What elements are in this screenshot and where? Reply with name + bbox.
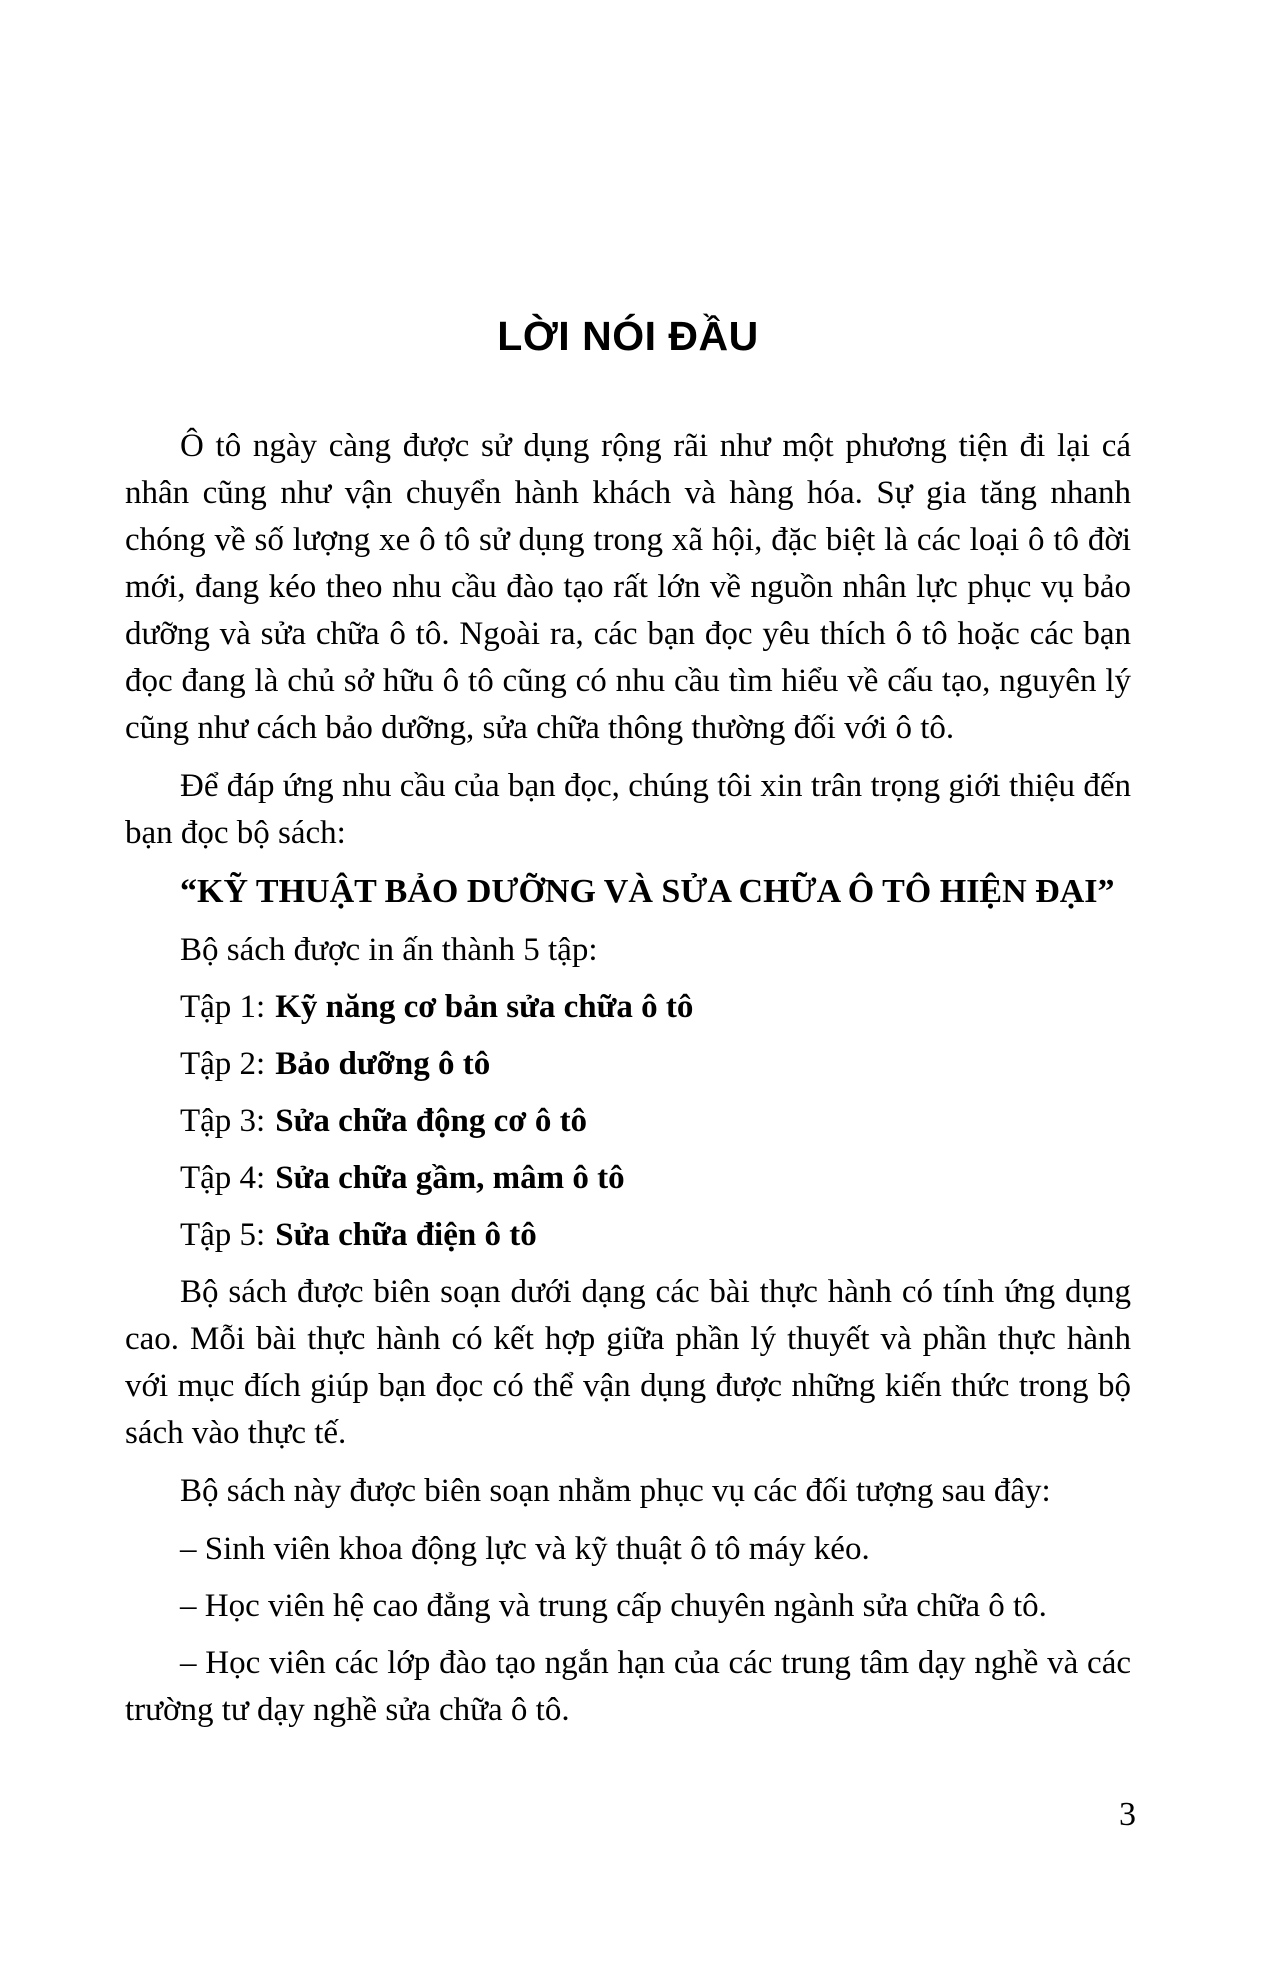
page-title: LỜI NÓI ĐẦU xyxy=(497,313,759,359)
audience-item: – Học viên các lớp đào tạo ngắn hạn của các trung tâm dạy nghề và các trường tư dạy nghề sửa chữa ô tô. xyxy=(125,1645,1131,1728)
paragraph-audience-intro: Bộ sách này được biên soạn nhằm phục vụ các đối tượng sau đây: xyxy=(180,1473,1051,1509)
paragraph-intro: Ô tô ngày càng được sử dụng rộng rãi như một phương tiện đi lại cá nhân cũng như vận chuyển hành khách và hàng hóa. Sự gia tăng nhanh chóng về số lượng xe ô tô sử dụng trong xã hội, đặc biệt là các loại ô tô đời mới, đang kéo theo nhu cầu đào tạo rất lớn về nguồn nhân lực phục vụ bảo dưỡng và sửa chữa ô tô. Ngoài ra, các bạn đọc yêu thích ô tô hoặc các bạn đọc đang là chủ sở hữu ô tô cũng có nhu cầu tìm hiểu về cấu tạo, nguyên lý cũng như cách bảo dưỡng, sửa chữa thông thường đối với ô tô. xyxy=(125,428,1131,746)
volume-item xyxy=(125,984,1131,1031)
volume-title: Sửa chữa điện ô tô xyxy=(275,1217,537,1253)
volume-item xyxy=(125,1098,1131,1145)
series-title: “KỸ THUẬT BẢO DƯỠNG VÀ SỬA CHỮA Ô TÔ HIỆN ĐẠI” xyxy=(180,873,1115,910)
series-intro: Bộ sách được in ấn thành 5 tập: xyxy=(180,932,598,968)
volume-item xyxy=(125,1155,1131,1202)
volume-title: Sửa chữa gầm, mâm ô tô xyxy=(275,1160,625,1196)
volume-item xyxy=(125,1212,1131,1259)
volume-label: Tập 4: xyxy=(180,1160,266,1196)
volume-item xyxy=(125,1041,1131,1088)
audience-item: – Học viên hệ cao đẳng và trung cấp chuyên ngành sửa chữa ô tô. xyxy=(180,1588,1047,1624)
page-number: 3 xyxy=(1119,1796,1136,1833)
volume-label: Tập 5: xyxy=(180,1217,266,1253)
volume-label: Tập 2: xyxy=(180,1046,266,1082)
text-column xyxy=(125,0,1131,1744)
paragraph-invitation: Để đáp ứng nhu cầu của bạn đọc, chúng tôi xin trân trọng giới thiệu đến bạn đọc bộ sách: xyxy=(125,768,1131,851)
volume-label: Tập 1: xyxy=(180,989,266,1025)
volume-label: Tập 3: xyxy=(180,1103,266,1139)
volume-title: Kỹ năng cơ bản sửa chữa ô tô xyxy=(275,989,694,1025)
audience-item: – Sinh viên khoa động lực và kỹ thuật ô tô máy kéo. xyxy=(180,1531,870,1567)
volume-title: Sửa chữa động cơ ô tô xyxy=(275,1103,588,1139)
paragraph-structure: Bộ sách được biên soạn dưới dạng các bài thực hành có tính ứng dụng cao. Mỗi bài thực hành có kết hợp giữa phần lý thuyết và phần thực hành với mục đích giúp bạn đọc có thể vận dụng được những kiến thức trong bộ sách vào thực tế. xyxy=(125,1274,1131,1451)
volume-title: Bảo dưỡng ô tô xyxy=(275,1046,491,1082)
